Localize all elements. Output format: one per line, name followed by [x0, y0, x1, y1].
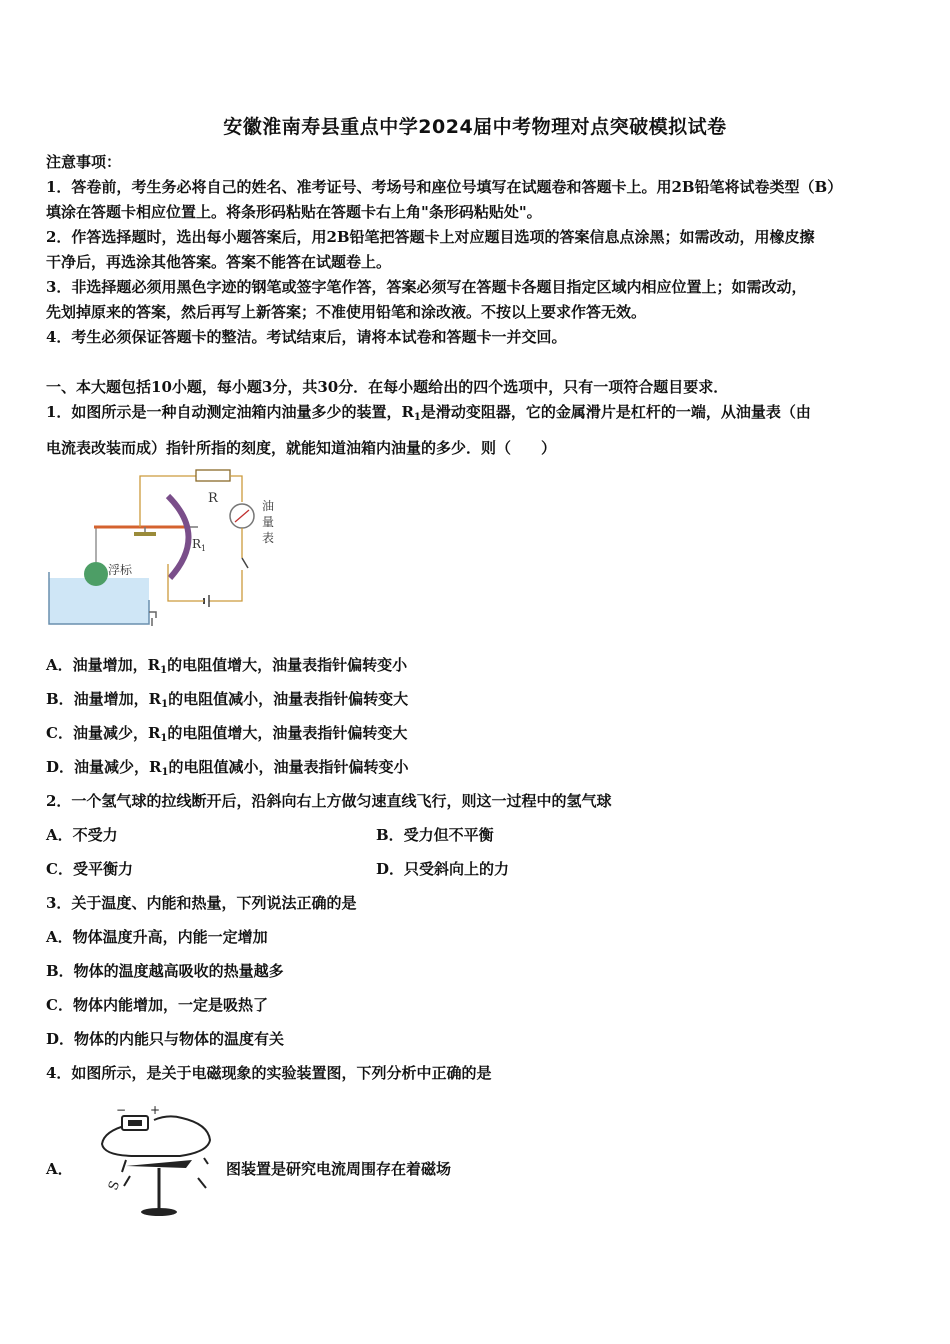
label-r1-sub: 1	[201, 544, 207, 553]
q4-option-a-label: A．	[46, 1160, 73, 1178]
q1-stem-a: 1．如图所示是一种自动测定油箱内油量多少的装置，R	[46, 403, 414, 421]
q1-stem-b: 是滑动变阻器，它的金属滑片是杠杆的一端，从油量表（由	[420, 403, 811, 421]
q1-option-sub: 1	[160, 665, 168, 676]
q1-option-prefix: D．油量减少，R	[46, 758, 162, 776]
wire-loop	[102, 1116, 210, 1156]
q2-option: B．受力但不平衡	[376, 826, 494, 844]
q4-option-a-text: 图装置是研究电流周围存在着磁场	[226, 1160, 452, 1178]
notice-line: 填涂在答题卡相应位置上。将条形码粘贴在答题卡右上角"条形码粘贴处"。	[46, 203, 542, 221]
q3-option: A．物体温度升高，内能一定增加	[46, 928, 268, 946]
notice-line: 1．答卷前，考生务必将自己的姓名、准考证号、考场号和座位号填写在试题卷和答题卡上。用2B铅笔将试卷类型（B）	[46, 178, 843, 196]
compass-needle	[126, 1160, 192, 1168]
q2-option: C．受平衡力	[46, 860, 133, 878]
resistor-r1-arc	[168, 496, 189, 578]
q1-option-text: 的电阻值减小，油量表指针偏转变大	[168, 690, 409, 708]
label-r1-main: R	[192, 537, 202, 551]
q1-option-text: 的电阻值增大，油量表指针偏转变大	[167, 724, 408, 742]
q3-option: B．物体的温度越高吸收的热量越多	[46, 962, 284, 980]
q3-option: C．物体内能增加，一定是吸热了	[46, 996, 268, 1014]
tank-tap	[149, 612, 156, 626]
minus-sign: −	[116, 1103, 127, 1117]
q1-option-sub: 1	[161, 699, 169, 710]
q3-option: D．物体的内能只与物体的温度有关	[46, 1030, 285, 1048]
q1-option-prefix: B．油量增加，R	[46, 690, 162, 708]
q4-figure	[96, 1100, 220, 1222]
q1-option-prefix: A．油量增加，R	[46, 656, 161, 674]
q1-option	[46, 655, 906, 681]
q1-option-text: 的电阻值增大，油量表指针偏转变小	[167, 656, 408, 674]
q3-stem: 3．关于温度、内能和热量，下列说法正确的是	[46, 894, 357, 912]
q1-option	[46, 757, 906, 783]
notice-line: 先划掉原来的答案，然后再写上新答案；不准使用铅笔和涂改液。不按以上要求作答无效。	[46, 303, 647, 321]
q1-option	[46, 689, 906, 715]
q1-option-sub: 1	[161, 767, 169, 778]
label-r: R	[208, 491, 218, 506]
notice-line: 3．非选择题必须用黑色字迹的钢笔或签字笔作答，答案必须写在答题卡各题目指定区域内相应位置上；如需改动，	[46, 278, 807, 296]
q1-option	[46, 723, 906, 749]
battery-band	[128, 1120, 142, 1126]
q1-option-text: 的电阻值减小，油量表指针偏转变小	[168, 758, 409, 776]
q1-option-prefix: C．油量减少，R	[46, 724, 161, 742]
pivot-base	[134, 532, 156, 536]
q1-figure	[46, 466, 286, 638]
wire-top-right	[230, 476, 242, 502]
page-title: 安徽淮南寿县重点中学2024届中考物理对点突破模拟试卷	[223, 116, 727, 138]
section-heading: 一、本大题包括10小题，每小题3分，共30分．在每小题给出的四个选项中，只有一项符合题目要求．	[46, 378, 729, 396]
switch	[242, 558, 248, 568]
pole-s-label: S	[106, 1178, 124, 1193]
label-meter-2: 量	[262, 515, 275, 529]
q1-stem-sub: 1	[413, 412, 421, 423]
label-meter-1: 油	[262, 499, 275, 513]
label-r1	[192, 537, 206, 553]
float-ball	[84, 562, 108, 586]
q1-stem	[46, 402, 906, 428]
notice-heading: 注意事项：	[46, 153, 122, 171]
label-float: 浮标	[108, 563, 133, 577]
q2-stem: 2．一个氢气球的拉线断开后，沿斜向右上方做匀速直线飞行，则这一过程中的氢气球	[46, 792, 612, 810]
q1-option-sub: 1	[160, 733, 168, 744]
wire-bottom-right	[209, 570, 242, 601]
notice-line: 4．考生必须保证答题卡的整洁。考试结束后，请将本试卷和答题卡一并交回。	[46, 328, 567, 346]
q2-option: D．只受斜向上的力	[376, 860, 510, 878]
notice-line: 2．作答选择题时，选出每小题答案后，用2B铅笔把答题卡上对应题目选项的答案信息点涂黑；如需改动，用橡皮擦	[46, 228, 815, 246]
stand-base	[141, 1208, 177, 1216]
notice-line: 干净后，再选涂其他答案。答案不能答在试题卷上。	[46, 253, 392, 271]
label-meter-3: 表	[262, 531, 275, 545]
q1-stem-line2: 电流表改装而成）指针所指的刻度，就能知道油箱内油量的多少．则（ ）	[46, 439, 557, 457]
q4-stem: 4．如图所示，是关于电磁现象的实验装置图，下列分析中正确的是	[46, 1064, 492, 1082]
resistor-r	[196, 470, 230, 481]
plus-sign: +	[150, 1103, 161, 1117]
q2-option: A．不受力	[46, 826, 118, 844]
